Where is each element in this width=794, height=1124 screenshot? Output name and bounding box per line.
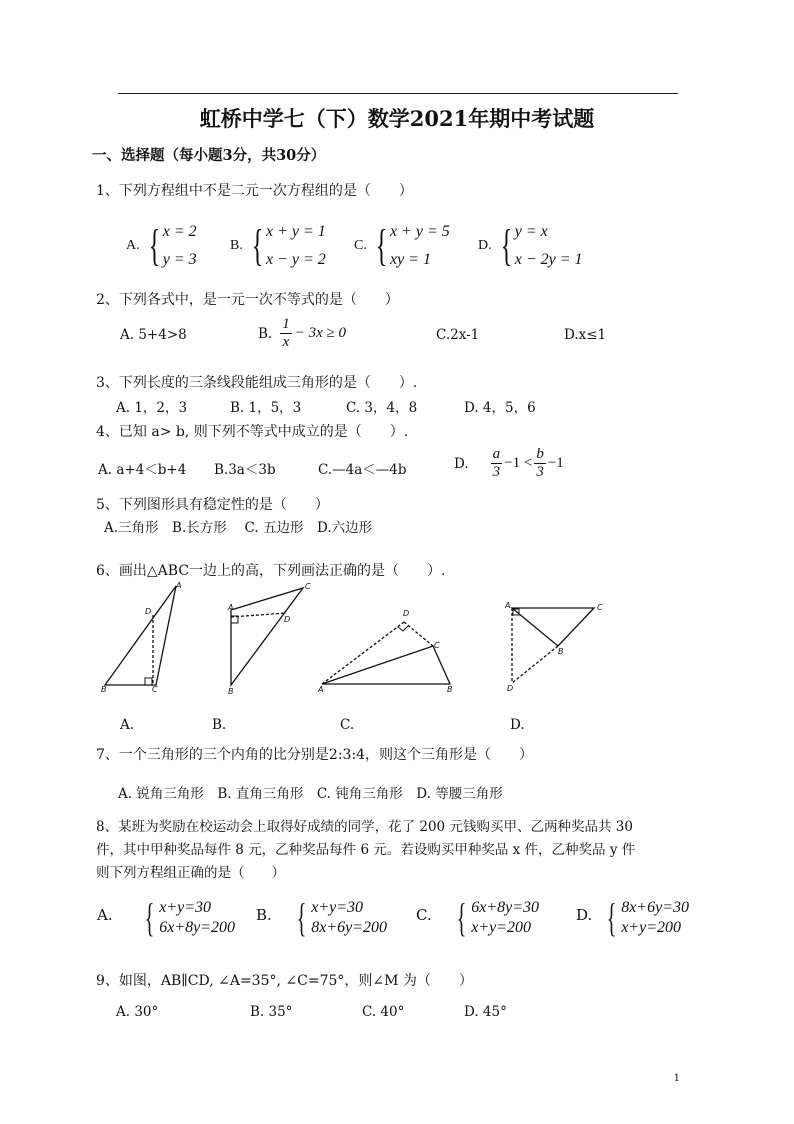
label-a: A bbox=[228, 603, 234, 612]
figure-b-triangle bbox=[231, 588, 303, 685]
label-d: D bbox=[145, 607, 152, 616]
figure-c-triangle bbox=[322, 646, 450, 684]
top-rule bbox=[118, 93, 678, 94]
q1-option-a[interactable]: A. { x = 2 y = 3 bbox=[126, 221, 197, 270]
label-b: B bbox=[558, 647, 564, 656]
q4-option-a[interactable]: A. a+4＜b+4 bbox=[98, 462, 187, 478]
label-d: D bbox=[403, 609, 410, 618]
q4-option-d[interactable]: D. $\frac{a}{3}$ −1 < $\frac{b}{3}$ −1 bbox=[454, 446, 564, 480]
q6-option-b[interactable]: B. bbox=[212, 717, 227, 733]
label-d: D bbox=[284, 615, 291, 624]
q3-stem: 3、下列长度的三条线段能组成三角形的是（ ）. bbox=[96, 375, 418, 391]
q2-option-d[interactable]: D.x≤1 bbox=[564, 327, 607, 343]
q8-option-a[interactable]: { x+y=30 6x+8y=200 bbox=[144, 895, 235, 940]
q8-option-c[interactable]: { 6x+8y=30 x+y=200 bbox=[456, 895, 539, 940]
q8-option-b[interactable]: { x+y=30 8x+6y=200 bbox=[296, 895, 387, 940]
figure-c-height bbox=[322, 622, 404, 684]
q4-option-c[interactable]: C.—4a＜—4b bbox=[318, 462, 407, 478]
figure-c-right-angle bbox=[398, 626, 408, 631]
label-a: A bbox=[318, 685, 324, 694]
q9-option-c[interactable]: C. 40° bbox=[362, 1004, 405, 1020]
label-c: C bbox=[152, 685, 158, 694]
fraction: $\frac{b}{3}$ bbox=[536, 446, 544, 480]
q3-option-c[interactable]: C. 3，4，8 bbox=[346, 400, 418, 416]
q2-option-b[interactable]: B. $\frac{1}{x}$ − 3x ≥ 0 bbox=[258, 316, 346, 350]
q1-option-b[interactable]: B. { x + y = 1 x − y = 2 bbox=[230, 221, 326, 270]
q6-option-d[interactable]: D. bbox=[510, 717, 525, 733]
figure-a-right-angle bbox=[145, 678, 152, 685]
q3-option-b[interactable]: B. 1，5，3 bbox=[230, 400, 302, 416]
q9-stem: 9、如图，AB∥CD, ∠A=35°, ∠C=75°，则∠M 为（ ） bbox=[96, 973, 473, 989]
label-b: B bbox=[101, 685, 107, 694]
label-d: D bbox=[507, 684, 514, 693]
label-b: B bbox=[228, 687, 234, 695]
q2-option-c[interactable]: C.2x-1 bbox=[436, 327, 480, 343]
q1-stem: 1、下列方程组中不是二元一次方程组的是（ ） bbox=[96, 183, 413, 199]
q2-option-a[interactable]: A. 5+4>8 bbox=[120, 327, 187, 343]
q7-stem: 7、一个三角形的三个内角的比分别是2:3:4，则这个三角形是（ ） bbox=[96, 747, 534, 763]
q8-option-c-label[interactable]: C. bbox=[416, 906, 432, 924]
q9-option-d[interactable]: D. 45° bbox=[464, 1004, 507, 1020]
label-c: C bbox=[434, 641, 440, 650]
q8-option-b-label[interactable]: B. bbox=[256, 906, 272, 924]
q8-line-2: 件，其中甲种奖品每件 8 元，乙种奖品每件 6 元。若设购买甲种奖品 x 件，乙种奖品 y 件 bbox=[96, 842, 636, 858]
q1-option-c[interactable]: C. { x + y = 5 xy = 1 bbox=[354, 221, 450, 270]
q4-stem: 4、已知 a> b, 则下列不等式中成立的是（ ）. bbox=[96, 424, 409, 440]
fraction: $\frac{a}{3}$ bbox=[492, 446, 501, 480]
figure-b-height bbox=[231, 613, 286, 617]
label-a: A bbox=[505, 601, 511, 610]
q6-option-a[interactable]: A. bbox=[120, 717, 135, 733]
figure-d-triangle bbox=[512, 608, 594, 646]
q6-figures bbox=[100, 580, 640, 695]
q6-option-c[interactable]: C. bbox=[340, 717, 355, 733]
q5-stem: 5、下列图形具有稳定性的是（ ） bbox=[96, 497, 329, 513]
figure-a-triangle bbox=[105, 586, 176, 685]
q8-option-d-label[interactable]: D. bbox=[576, 906, 593, 924]
q9-option-b[interactable]: B. 35° bbox=[250, 1004, 293, 1020]
q8-line-1: 8、某班为奖励在校运动会上取得好成绩的同学，花了 200 元钱购买甲、乙两种奖品共 30 bbox=[96, 819, 633, 835]
q8-option-d[interactable]: { 8x+6y=30 x+y=200 bbox=[606, 895, 689, 940]
label-c: C bbox=[305, 582, 311, 591]
page-title: 虹桥中学七（下）数学2021年期中考试题 bbox=[199, 106, 595, 131]
q7-options[interactable]: A. 锐角三角形 B. 直角三角形 C. 钝角三角形 D. 等腰三角形 bbox=[118, 786, 503, 802]
q5-options[interactable]: A.三角形 B.长方形 C. 五边形 D.六边形 bbox=[104, 520, 373, 536]
page-number: 1 bbox=[673, 1073, 680, 1084]
q3-option-d[interactable]: D. 4，5，6 bbox=[464, 400, 536, 416]
q6-stem: 6、画出△ABC一边上的高，下列画法正确的是（ ）. bbox=[96, 563, 446, 579]
q8-option-a-label[interactable]: A. bbox=[97, 906, 113, 924]
label-a: A bbox=[176, 581, 182, 590]
fraction: $\frac{1}{x}$ bbox=[282, 316, 290, 350]
section-heading: 一、选择题（每小题3分，共30分） bbox=[92, 147, 326, 164]
q9-option-a[interactable]: A. 30° bbox=[116, 1004, 159, 1020]
q3-option-a[interactable]: A. 1，2，3 bbox=[116, 400, 188, 416]
label-b: B bbox=[447, 685, 453, 694]
label-c: C bbox=[597, 603, 603, 612]
q8-line-3: 则下列方程组正确的是（ ） bbox=[96, 865, 285, 881]
q2-stem: 2、下列各式中，是一元一次不等式的是（ ） bbox=[96, 292, 399, 308]
q4-option-b[interactable]: B.3a＜3b bbox=[214, 462, 276, 478]
q1-option-d[interactable]: D. { y = x x − 2y = 1 bbox=[478, 221, 583, 270]
